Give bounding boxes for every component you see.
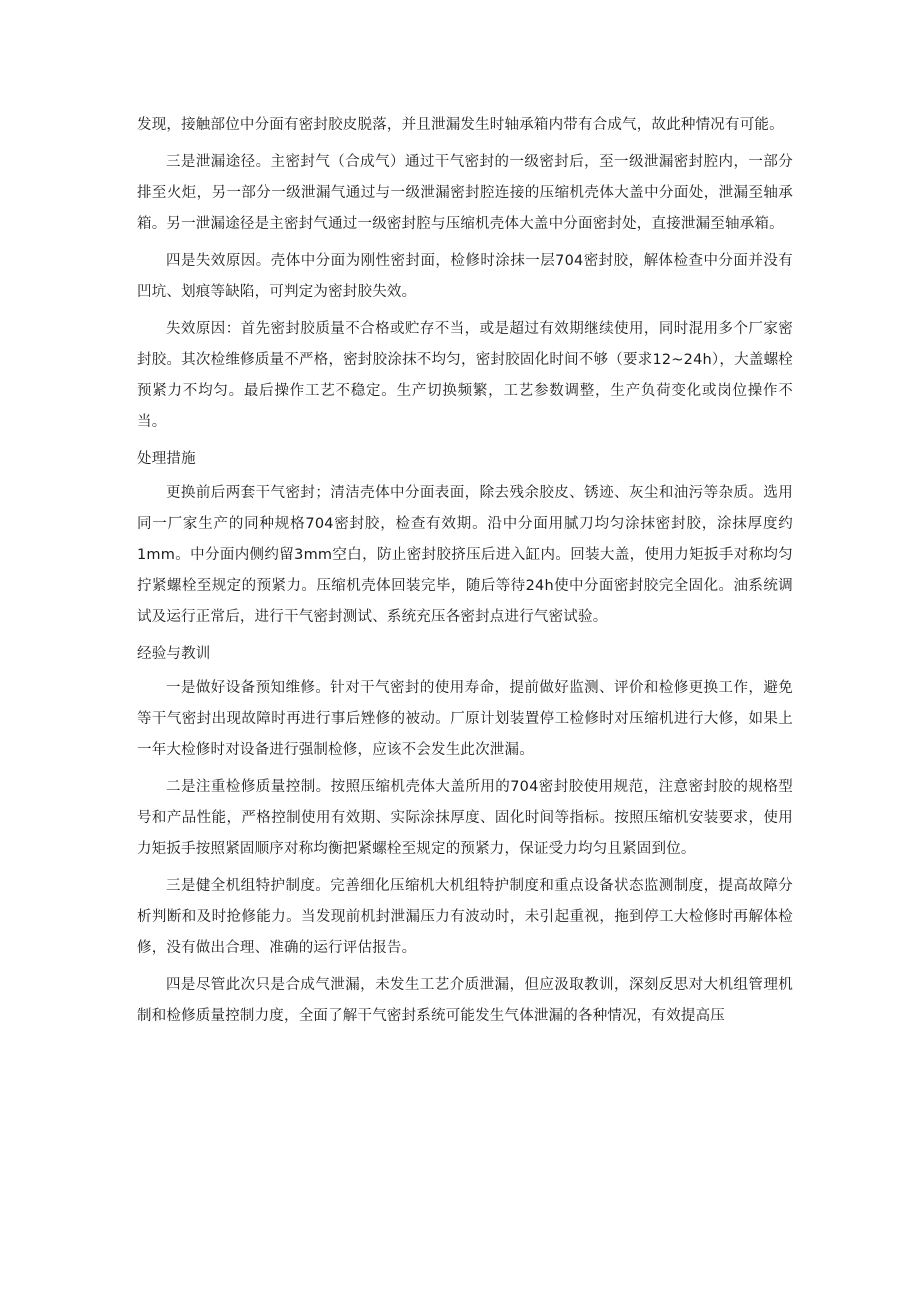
paragraph-lesson-3: 三是健全机组特护制度。完善细化压缩机大机组特护制度和重点设备状态监测制度，提高故障分析判断和及时抢修能力。当发现前机封泄漏压力有波动时，未引起重视，拖到停工大检修时再解体检修，没有做出合理、准确的运行评估报告。 [137,878,793,956]
paragraph-continuation: 发现，接触部位中分面有密封胶皮脱落，并且泄漏发生时轴承箱内带有合成气，故此种情况有可能。 [137,117,784,133]
section-heading-lessons: 经验与教训 [137,646,211,662]
paragraph-lesson-4: 四是尽管此次只是合成气泄漏，未发生工艺介质泄漏，但应汲取教训，深刻反思对大机组管理机制和检修质量控制力度，全面了解干气密封系统可能发生气体泄漏的各种情况，有效提高压 [137,977,793,1024]
paragraph-failure-cause: 四是失效原因。壳体中分面为刚性密封面，检修时涂抹一层704密封胶，解体检查中分面并没有凹坑、划痕等缺陷，可判定为密封胶失效。 [137,253,793,300]
paragraph-lesson-1: 一是做好设备预知维修。针对干气密封的使用寿命，提前做好监测、评价和检修更换工作，避免等干气密封出现故障时再进行事后矬修的被动。厂原计划装置停工检修时对压缩机进行大修，如果上一年大检修时对设备进行强制检修，应该不会发生此次泄漏。 [137,680,793,758]
paragraph-failure-reasons: 失效原因：首先密封胶质量不合格或贮存不当，或是超过有效期继续使用，同时混用多个厂家密封胶。其次检维修质量不严格，密封胶涂抹不均匀，密封胶固化时间不够（要求12~24h），大盖螺栓预紧力不均匀。最后操作工艺不稳定。生产切换频繁，工艺参数调整，生产负荷变化或岗位操作不当。 [137,321,793,430]
paragraph-measures: 更换前后两套干气密封；清洁壳体中分面表面，除去残余胶皮、锈迹、灰尘和油污等杂质。选用同一厂家生产的同种规格704密封胶，检查有效期。沿中分面用腻刀均匀涂抹密封胶，涂抹厚度约1mm。中分面内侧约留3mm空白，防止密封胶挤压后进入缸内。回装大盖，使用力矩扳手对称均匀拧紧螺栓至规定的预紧力。压缩机壳体回装完毕，随后等待24h使中分面密封胶完全固化。油系统调试及运行正常后，进行干气密封测试、系统充压各密封点进行气密试验。 [137,485,793,625]
paragraph-leakage-path: 三是泄漏途径。主密封气（合成气）通过干气密封的一级密封后，至一级泄漏密封腔内，一部分排至火炬，另一部分一级泄漏气通过与一级泄漏密封腔连接的压缩机壳体大盖中分面处，泄漏至轴承箱。另一泄漏途径是主密封气通过一级密封腔与压缩机壳体大盖中分面密封处，直接泄漏至轴承箱。 [137,154,793,232]
paragraph-lesson-2: 二是注重检修质量控制。按照压缩机壳体大盖所用的704密封胶使用规范，注意密封胶的规格型号和产品性能，严格控制使用有效期、实际涂抹厚度、固化时间等指标。按照压缩机安装要求，使用力矩扳手按照紧固顺序对称均衡把紧螺栓至规定的预紧力，保证受力均匀且紧固到位。 [137,779,793,857]
document-body [137,110,793,1038]
section-heading-measures: 处理措施 [137,451,196,467]
